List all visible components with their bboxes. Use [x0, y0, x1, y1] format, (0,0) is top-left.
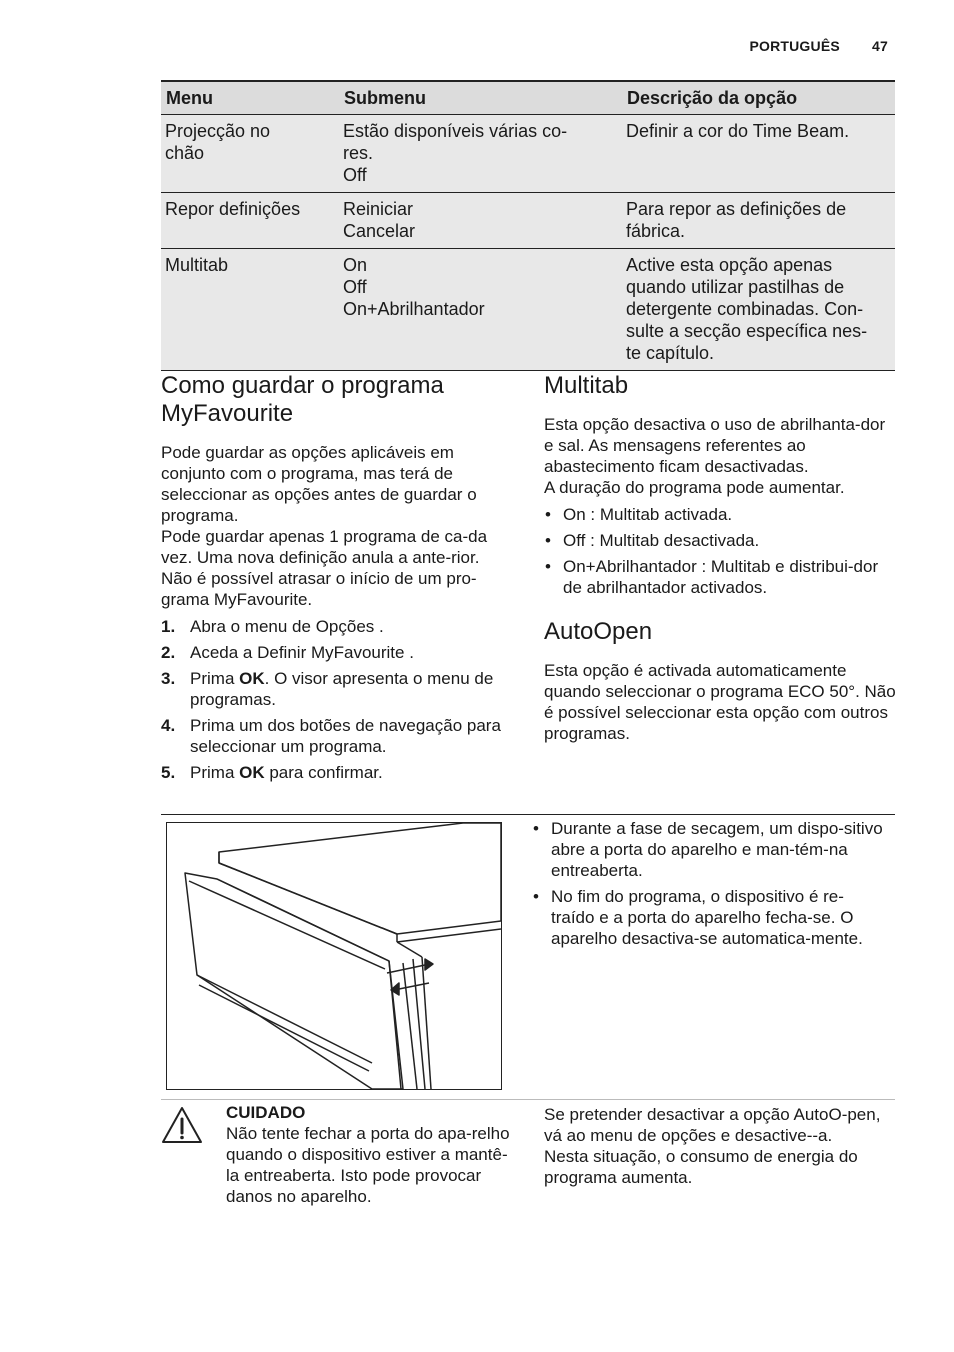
list-item: [161, 715, 513, 757]
dishwasher-door-drawing: [167, 823, 501, 1089]
cell-submenu: Reiniciar Cancelar: [339, 193, 622, 249]
section-title-myfavourite: Como guardar o programa MyFavourite: [161, 372, 444, 427]
cell-submenu: On Off On+Abrilhantador: [339, 249, 622, 371]
step-text: Prima: [190, 669, 240, 688]
step-number: 2.: [161, 643, 176, 662]
step-bold: OK: [239, 763, 265, 782]
cell-description: Active esta opção apenas quando utilizar pastilhas de detergente combinadas. Con- sulte a secção específica nes- te capítulo.: [622, 249, 895, 371]
step-text: Aceda a Definir MyFavourite .: [190, 643, 414, 662]
list-item: [161, 616, 513, 637]
paragraph: A duração do programa pode aumentar.: [544, 478, 845, 497]
caution-divider: [161, 1099, 895, 1100]
section-divider: [161, 814, 895, 815]
table-row: [161, 115, 895, 193]
step-text: Abra o menu de Opções .: [190, 617, 384, 636]
autoopen-bullets: [532, 818, 884, 949]
page-number: 47: [872, 38, 888, 54]
step-number: 5.: [161, 763, 176, 782]
table-header-row: [161, 81, 895, 115]
step-text: para confirmar.: [264, 763, 383, 782]
cell-menu: Repor definições: [161, 193, 339, 249]
caution-box: [161, 1102, 513, 1207]
step-text: . O visor apresenta o menu de programas.: [190, 669, 494, 709]
list-item: • On+Abrilhantador : Multitab e distribui-dor de abrilhantador activados.: [544, 556, 896, 598]
list-item: • Durante a fase de secagem, um dispo-sitivo abre a porta do aparelho e man-tém-na entreaberta.: [532, 818, 884, 881]
paragraph: Não é possível atrasar o início de um pro-grama MyFavourite.: [161, 569, 477, 609]
list-item: [161, 668, 513, 710]
cell-menu: Multitab: [161, 249, 339, 371]
step-bold: OK: [239, 669, 265, 688]
step-text: Prima um dos botões de navegação para seleccionar um programa.: [190, 716, 501, 756]
multitab-section: [544, 372, 896, 744]
options-table: [161, 80, 895, 371]
step-number: 4.: [161, 716, 176, 735]
paragraph: Pode guardar as opções aplicáveis em conjunto com o programa, mas terá de seleccionar as opções antes de guardar o programa.: [161, 443, 477, 525]
table-row: [161, 249, 895, 371]
illustration-notes: [532, 818, 884, 954]
paragraph: Se pretender desactivar a opção AutoO-pen, vá ao menu de opções e desactive--a.: [544, 1105, 881, 1145]
paragraph: Nesta situação, o consumo de energia do programa aumenta.: [544, 1147, 858, 1187]
cell-menu: Projecção no chão: [161, 115, 339, 193]
list-item: [161, 642, 513, 663]
disable-autoopen-note: [544, 1104, 896, 1188]
caution-title: CUIDADO: [226, 1103, 306, 1122]
language-label: PORTUGUÊS: [749, 38, 840, 54]
warning-icon: [161, 1106, 203, 1144]
section-title-multitab: Multitab: [544, 372, 629, 399]
column-header-menu: Menu: [161, 81, 339, 115]
list-item: • No fim do programa, o dispositivo é re-traído e a porta do aparelho fecha-se. O aparelho desactiva-se automatica-mente.: [532, 886, 884, 949]
multitab-bullets: [544, 504, 896, 598]
paragraph: Esta opção desactiva o uso de abrilhanta-dor e sal. As mensagens referentes ao abastecimento ficam desactivadas.: [544, 415, 886, 476]
step-number: 1.: [161, 617, 176, 636]
column-header-description: Descrição da opção: [622, 81, 895, 115]
list-item: • Off : Multitab desactivada.: [544, 530, 896, 551]
table-row: [161, 193, 895, 249]
step-number: 3.: [161, 669, 176, 688]
page-header: [749, 38, 888, 54]
paragraph: Esta opção é activada automaticamente quando seleccionar o programa ECO 50°. Não é possível seleccionar esta opção com outros programas.: [544, 661, 896, 743]
step-text: Prima: [190, 763, 240, 782]
autoopen-illustration: [166, 822, 502, 1090]
cell-description: Definir a cor do Time Beam.: [622, 115, 895, 193]
list-item: [161, 762, 513, 783]
list-item: • On : Multitab activada.: [544, 504, 896, 525]
section-title-autoopen: AutoOpen: [544, 618, 653, 645]
steps-list: [161, 616, 513, 783]
column-header-submenu: Submenu: [339, 81, 622, 115]
myfavourite-section: [161, 372, 513, 788]
cell-submenu: Estão disponíveis várias co- res. Off: [339, 115, 622, 193]
cell-description: Para repor as definições de fábrica.: [622, 193, 895, 249]
paragraph: Pode guardar apenas 1 programa de ca-da vez. Uma nova definição anula a ante-rior.: [161, 527, 488, 567]
caution-text: Não tente fechar a porta do apa-relho quando o dispositivo estiver a mantê-la entreaberta. Isto pode provocar danos no aparelho.: [226, 1124, 510, 1206]
